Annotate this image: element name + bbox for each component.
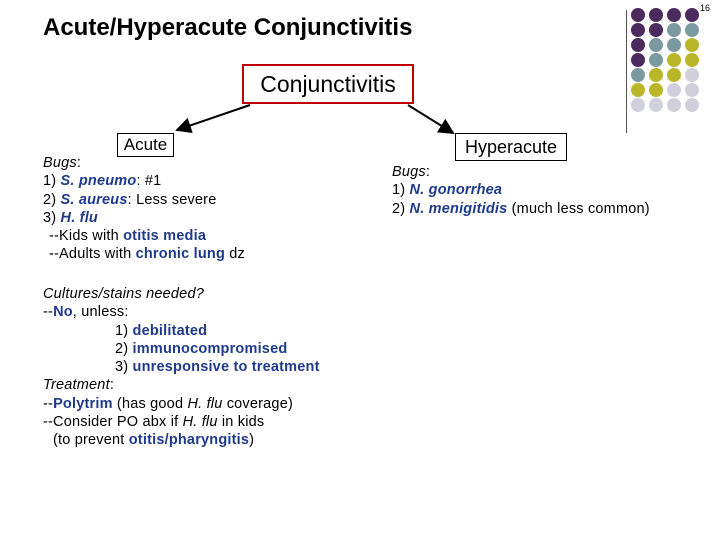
acute-kids-line: --Kids with otitis media (49, 228, 207, 245)
cultures-heading: Cultures/stains needed? (43, 286, 204, 302)
unless-item-2: 2) immunocompromised (115, 340, 288, 357)
acute-bug-2: 2) S. aureus: Less severe (43, 191, 217, 208)
acute-box: Acute (117, 133, 174, 157)
acute-management-block (43, 285, 383, 450)
unless-item-3: 3) unresponsive to treatment (115, 359, 320, 376)
acute-adults-line: --Adults with chronic lung dz (49, 246, 245, 263)
slide-title: Acute/Hyperacute Conjunctivitis (43, 14, 413, 41)
prevent-line: (to prevent otitis/pharyngitis) (53, 432, 255, 449)
acute-text-block (43, 154, 343, 264)
hyper-bug-1: 1) N. gonorrhea (392, 182, 503, 199)
arrow-to-hyperacute (408, 105, 453, 133)
acute-bugs-line: Bugs: (43, 155, 82, 171)
conjunctivitis-box: Conjunctivitis (242, 64, 414, 104)
arrow-to-acute (177, 105, 250, 130)
polytrim-line: --Polytrim (has good H. flu coverage) (43, 395, 293, 412)
hyperacute-box: Hyperacute (455, 133, 567, 161)
hyperacute-text-block (392, 163, 712, 218)
unless-item-1: 1) debilitated (115, 322, 208, 339)
hyper-bugs-line: Bugs: (392, 164, 431, 180)
acute-bug-1: 1) S. pneumo: #1 (43, 173, 162, 190)
po-abx-line: --Consider PO abx if H. flu in kids (43, 414, 265, 431)
acute-bug-3: 3) H. flu (43, 209, 98, 226)
page-number: 16 (700, 3, 711, 13)
treatment-heading: Treatment: (43, 377, 115, 394)
cultures-no-line: --No, unless: (43, 304, 129, 321)
hyper-bug-2: 2) N. menigitidis (much less common) (392, 200, 650, 217)
